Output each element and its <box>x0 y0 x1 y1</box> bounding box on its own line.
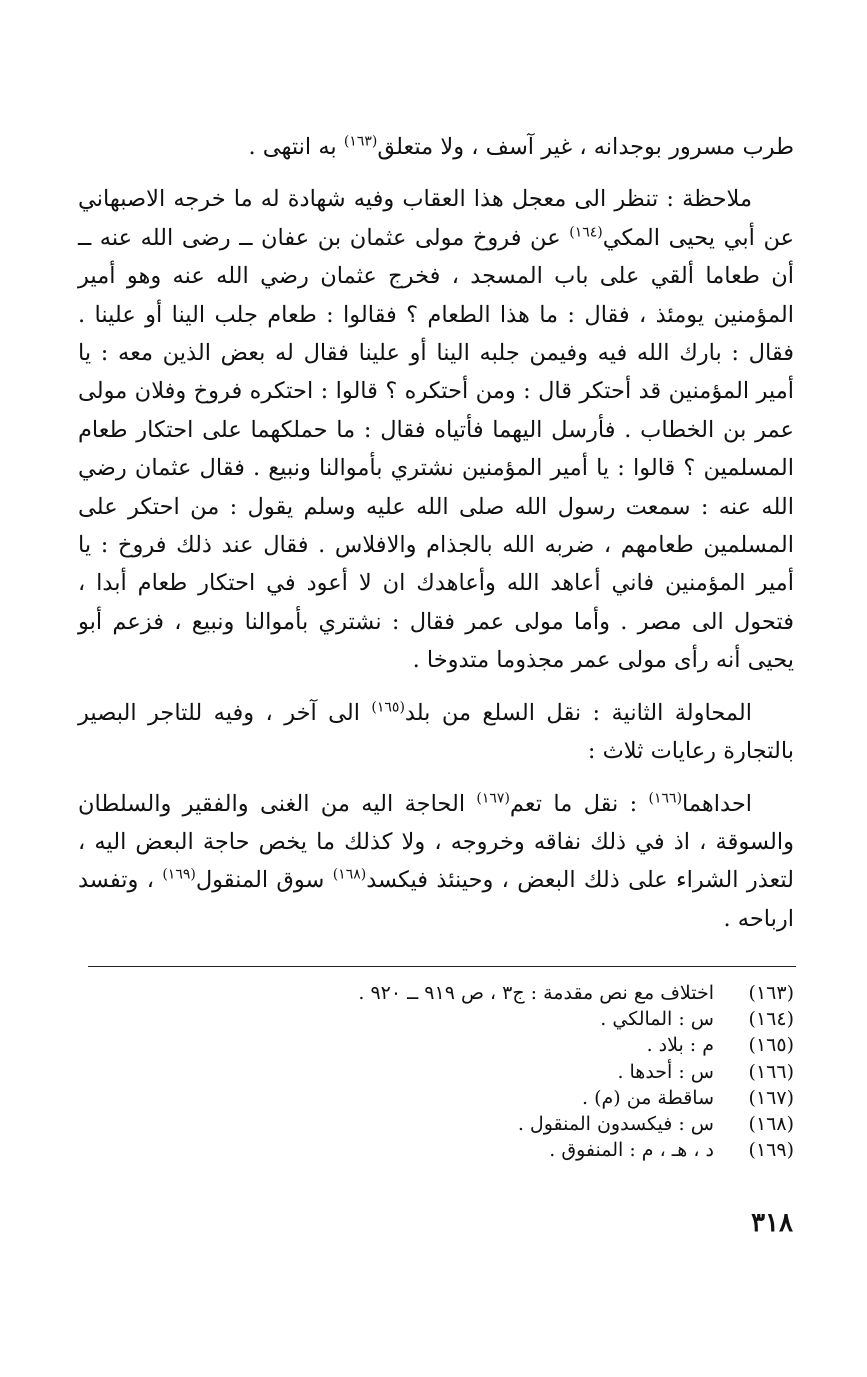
footnote-text: س : أحدها . <box>617 1060 714 1083</box>
footnote-ref: (١٦٦) <box>648 790 683 806</box>
text-segment: ملاحظة : تنظر الى معجل هذا العقاب وفيه شهادة له ما خرجه الاصبهاني عن أبي يحيى المكي <box>78 186 794 251</box>
footnote-item <box>150 1137 794 1163</box>
paragraph-2 <box>78 180 794 679</box>
page-number: ٣١٨ <box>751 1208 793 1238</box>
text-segment: المحاولة الثانية : نقل السلع من بلد <box>404 699 752 726</box>
footnote-ref: (١٦٩) <box>162 866 196 883</box>
footnote-number: (١٦٨) <box>748 1112 794 1135</box>
text-segment: عن فروخ مولى عثمان بن عفان ــ رضى الله عنه ــ أن طعاما ألقي على باب المسجد ، فخرج عثمان رضي الله عنه وهو أمير المؤمنين يومئذ ، فقال : ما هذا الطعام ؟ فقالوا : طعام جلب الينا أو علينا . فقال : بارك الله فيه وفيمن جلبه الينا أو علينا فقال له بعض الذين معه : يا أمير المؤمنين قد أحتكر قال : ومن أحتكره ؟ قالوا : احتكره فروخ وفلان مولى عمر بن الخطاب . فأرسل اليهما فأتياه فقال : ما حملكهما على احتكار طعام المسلمين ؟ قالوا : يا أمير المؤمنين نشتري بأموالنا ونبيع . فقال عثمان رضي الله عنه : سمعت رسول الله صلى الله عليه وسلم يقول : من احتكر على المسلمين طعامهم ، ضربه الله بالجذام والافلاس . فقال عند ذلك فروخ : يا أمير المؤمنين فاني أعاهد الله وأعاهدك ان لا أعود في احتكار طعام أبدا ، فتحول الى مصر . وأما مولى عمر فقال : نشتري بأموالنا ونبيع ، فزعم أبو يحيى أنه رأى مولى عمر مجذوما متدوخا . <box>78 224 794 674</box>
footnote-text: س : فيكسدون المنقول . <box>517 1112 714 1135</box>
footnote-ref: (١٦٤) <box>569 224 603 241</box>
text-segment: طرب مسرور بوجدانه ، غير آسف ، ولا متعلق <box>377 134 794 160</box>
footnote-divider <box>88 966 796 967</box>
footnote-item <box>150 1111 794 1137</box>
footnote-ref: (١٦٣) <box>343 133 378 150</box>
footnote-number: (١٦٦) <box>748 1060 794 1083</box>
footnote-item <box>150 980 794 1006</box>
footnote-text: اختلاف مع نص مقدمة : ج٣ ، ص ٩١٩ ــ ٩٢٠ . <box>358 982 714 1004</box>
footnote-number: (١٦٥) <box>748 1034 794 1057</box>
footnote-item <box>150 1059 794 1085</box>
text-segment: ، وتفسد ارباحه . <box>78 867 794 932</box>
footnote-text: م : بلاد . <box>646 1034 714 1057</box>
footnote-number: (١٦٧) <box>748 1086 794 1109</box>
footnote-text: ساقطة من (م) . <box>582 1086 714 1109</box>
main-text <box>78 128 794 952</box>
footnote-text: س : المالكي . <box>600 1008 714 1031</box>
text-segment: الحاجة اليه من الغنى والفقير والسلطان والسوقة ، اذ في ذلك نفاقه وخروجه ، ولا كذلك ما يخص حاجة البعض اليه ، لتعذر الشراء على ذلك البعض ، وحينئذ فيكسد <box>78 790 794 894</box>
paragraph-3 <box>78 694 794 771</box>
text-segment: سوق المنقول <box>195 867 333 894</box>
footnote-item <box>150 1085 794 1111</box>
footnote-item <box>150 1006 794 1032</box>
footnote-ref: (١٦٥) <box>371 699 405 716</box>
paragraph-4 <box>78 785 794 939</box>
text-segment: به انتهى . <box>248 134 344 160</box>
footnote-item <box>150 1032 794 1058</box>
footnote-ref: (١٦٨) <box>332 866 367 883</box>
footnote-text: د ، هـ ، م : المنفوق . <box>549 1139 714 1162</box>
footnote-number: (١٦٤) <box>748 1008 794 1031</box>
text-segment: : نقل ما تعم <box>509 790 649 817</box>
footnote-number: (١٦٩) <box>748 1139 794 1162</box>
footnote-ref: (١٦٧) <box>476 790 510 806</box>
footnote-number: (١٦٣) <box>748 982 794 1004</box>
paragraph-1 <box>78 128 794 166</box>
text-segment: احداهما <box>682 790 752 817</box>
footnotes-list <box>150 980 794 1163</box>
text-segment: الى آخر ، وفيه للتاجر البصير بالتجارة رعايات ثلاث : <box>78 699 794 765</box>
